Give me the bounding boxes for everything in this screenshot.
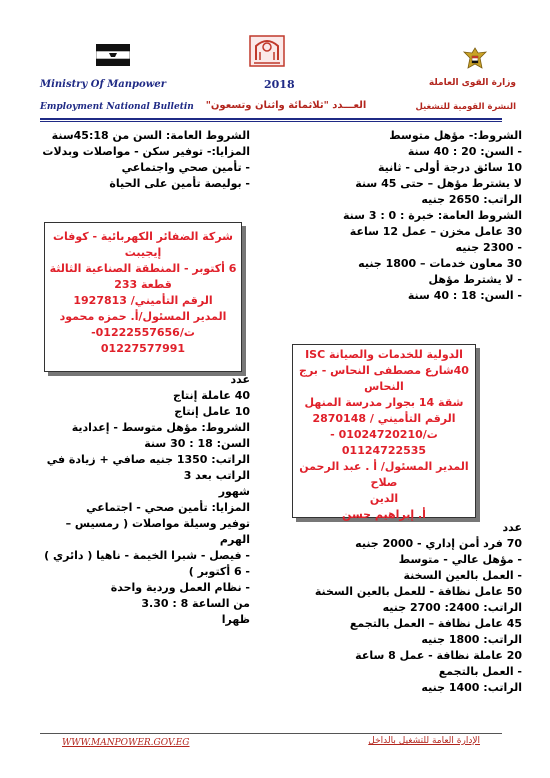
company-line: الدولية للخدمات والصيانة ISC <box>305 348 463 361</box>
issue-number: العـــدد "ثلاثمائة واثنان وتسعون" <box>205 100 367 111</box>
left-column-bottom <box>28 372 250 628</box>
list-item: الشروط:- مؤهل متوسط <box>389 129 522 142</box>
manpower-emblem-icon <box>246 30 288 72</box>
list-item: - نظام العمل وردية واحدة <box>110 581 250 594</box>
list-item: المزايا: تأمين صحي - اجتماعي <box>86 501 250 514</box>
footer-divider <box>40 733 502 734</box>
company-line: شركة الضفائر الكهربائية - كوفات <box>52 230 233 243</box>
list-item: - لا يشترط مؤهل <box>428 273 522 286</box>
list-item: الراتب: 2400: 2700 جنيه <box>382 601 522 614</box>
list-item: - العمل بالعين السخنة <box>403 569 522 582</box>
list-item: - 6 أكتوبر ) <box>188 565 250 578</box>
list-item: - العمل بالتجمع <box>438 665 522 678</box>
list-item: الراتب: 2650 جنيه <box>421 193 522 206</box>
header-divider-thin <box>40 121 502 122</box>
company-line: ت/01222557656- <box>91 326 195 339</box>
list-item: 10 سائق درجة أولى - ثانية <box>377 161 522 174</box>
company-line: 40شارع مصطفى النحاس - برج <box>299 364 469 377</box>
list-item: الراتب بعد 3 <box>183 469 250 482</box>
list-item: 10 عامل إنتاج <box>174 405 250 418</box>
list-item: الراتب: 1800 جنيه <box>421 633 522 646</box>
list-item: المزايا:- توفير سكن - مواصلات وبدلات <box>42 145 250 158</box>
list-item: 50 عامل نظافة - للعمل بالعين السخنة <box>314 585 522 598</box>
list-item: - السن: 20 : 40 سنة <box>407 145 522 158</box>
list-item: - تأمين صحي واجتماعي <box>121 161 250 174</box>
right-column-bottom <box>282 520 522 696</box>
company-line: النحاس <box>364 380 404 393</box>
list-item: - مؤهل عالي - متوسط <box>398 553 522 566</box>
list-item: 45 عامل نظافة – العمل بالتجمع <box>349 617 522 630</box>
left-column-top <box>28 128 250 192</box>
company-line: شقة 14 بجوار مدرسة المنهل <box>304 396 464 409</box>
company-line: الرقم التأميني / 2870148 <box>312 412 456 425</box>
company-line: 01227577991 <box>100 342 186 355</box>
list-item: - السن: 18 : 40 سنة <box>407 289 522 302</box>
company-line: 01124722535 <box>341 444 427 457</box>
list-item: 30 معاون خدمات – 1800 جنيه <box>358 257 522 270</box>
company-line: الرقم التأميني/ 1927813 <box>73 294 213 307</box>
list-item: - 2300 جنيه <box>455 241 522 254</box>
list-item: توفير وسيلة مواصلات ( رمسيس – <box>65 517 250 530</box>
list-item: لا يشترط مؤهل – حتى 45 سنة <box>355 177 522 190</box>
list-item: - فيصل - شبرا الخيمة - ناهيا ( دائري ) <box>44 549 250 562</box>
list-item: الشروط: مؤهل متوسط - إعدادية <box>71 421 250 434</box>
company-line: أ. إبراهيم حسن <box>342 508 426 521</box>
company-line: المدير المسئول/أ. حمزه محمود <box>59 310 227 323</box>
company-line: قطعة 233 <box>114 278 172 291</box>
list-item: 40 عاملة إنتاج <box>172 389 250 402</box>
list-item: السن: 18 : 30 سنة <box>144 437 250 450</box>
company-line: ت/01024720210 - <box>330 428 438 441</box>
list-item: الهرم <box>219 533 250 546</box>
list-item: من الساعة 8 : 3.30 <box>141 597 250 610</box>
company-box-kofat <box>44 222 242 372</box>
header-divider <box>40 118 502 120</box>
list-item: 20 عاملة نظافة - عمل 8 ساعة <box>355 649 522 662</box>
flag-logo-icon <box>96 44 130 66</box>
company-line: إيجيبت <box>124 246 162 259</box>
ministry-title-ar: وزارة القوى العاملة <box>428 78 516 88</box>
bulletin-title-ar: النشرة القومية للتشغيل <box>415 102 516 112</box>
list-item: عدد <box>502 521 522 534</box>
list-item: الراتب: 1350 جنيه صافي + زيادة في <box>46 453 250 466</box>
year-label: 2018 <box>264 78 295 91</box>
list-item: الشروط العامة: خبرة : 0 : 3 سنة <box>343 209 522 222</box>
list-item: الراتب: 1400 جنيه <box>421 681 522 694</box>
footer-website-link[interactable]: WWW.MANPOWER.GOV.EG <box>62 738 190 748</box>
company-line: المدير المسئول/ أ . عبد الرحمن صلاح <box>299 460 469 489</box>
list-item: - بوليصة تأمين على الحياة <box>109 177 250 190</box>
list-item: 70 فرد أمن إداري - 2000 جنيه <box>355 537 522 550</box>
list-item: الشروط العامة: السن من 45:18سنة <box>51 129 250 142</box>
company-line: الدين <box>369 492 399 505</box>
right-column-top <box>290 128 522 304</box>
ministry-title-en: Ministry Of Manpower <box>40 79 166 90</box>
bulletin-title-en: Employment National Bulletin <box>40 102 194 112</box>
list-item: عدد <box>230 373 250 386</box>
list-item: 30 عامل مخزن – عمل 12 ساعة <box>349 225 522 238</box>
list-item: شهور <box>218 485 250 498</box>
eagle-emblem-icon <box>462 46 488 72</box>
list-item: ظهرا <box>221 613 250 626</box>
company-line: 6 أكتوبر - المنطقة الصناعية الثالثة <box>49 262 237 275</box>
footer-department: الإدارة العامة للتشغيل بالداخل <box>368 736 480 746</box>
company-box-isc <box>292 344 476 521</box>
